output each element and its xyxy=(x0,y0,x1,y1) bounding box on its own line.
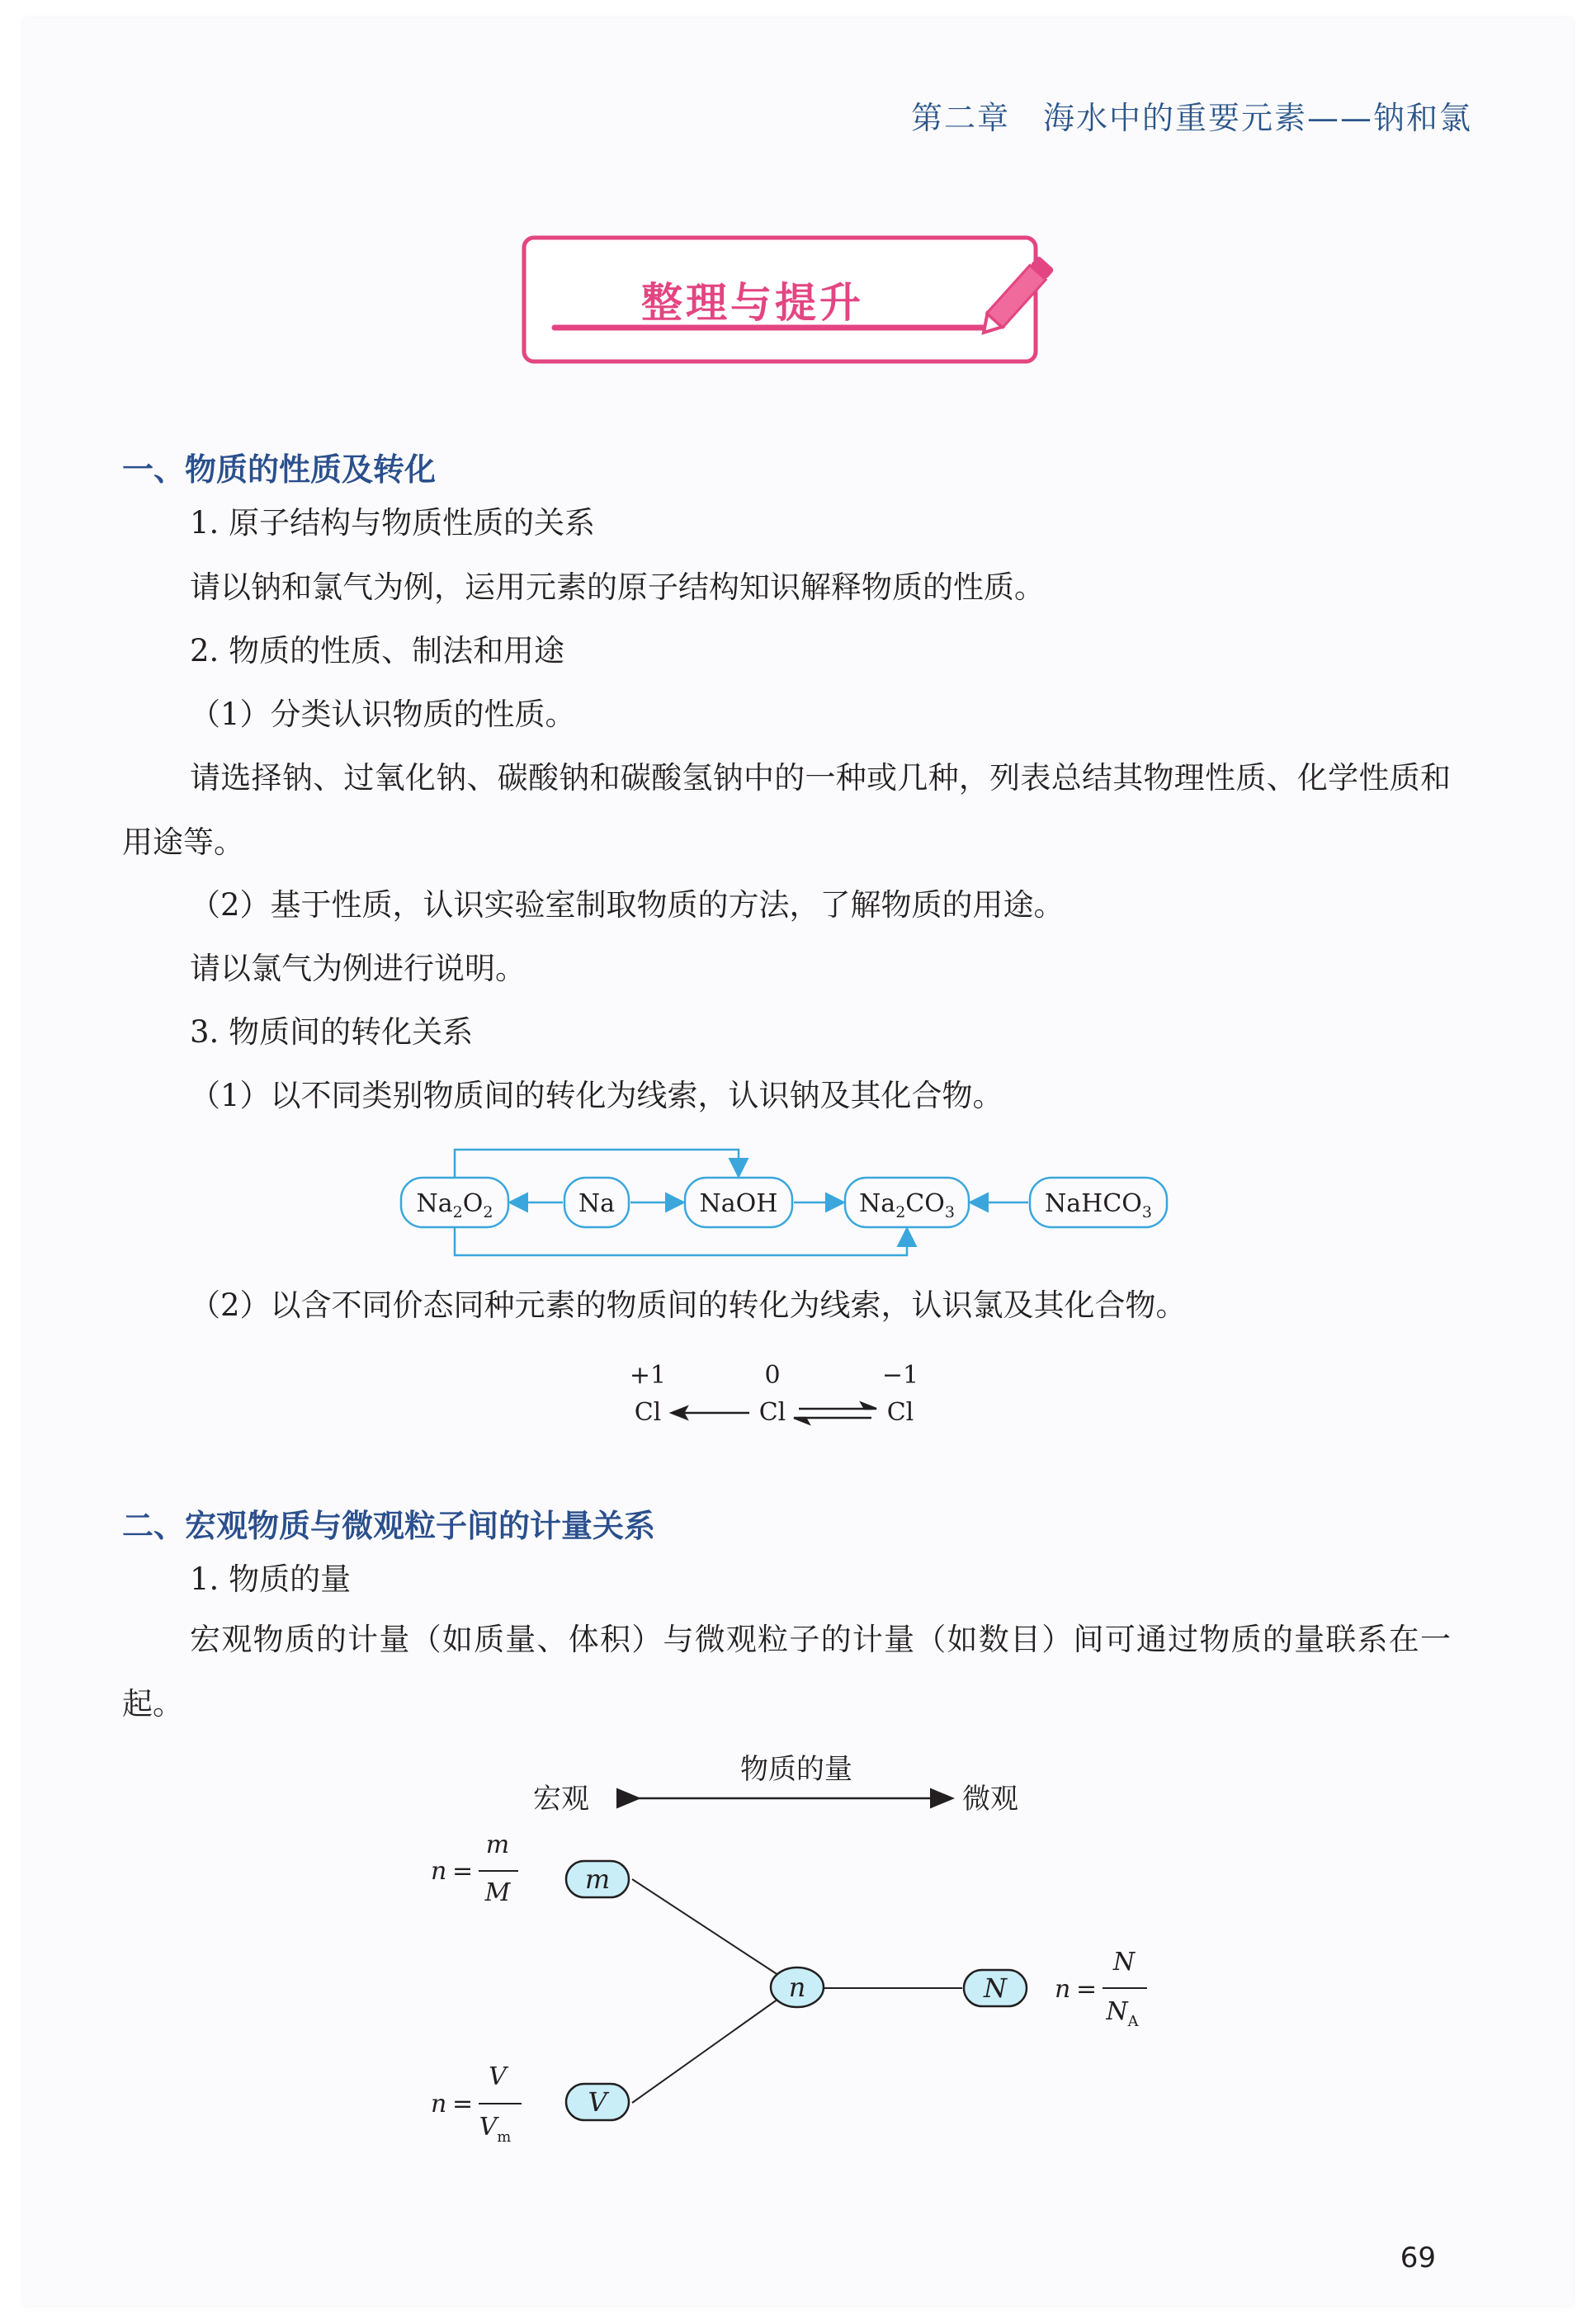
item-2: （2）基于性质，认识实验室制取物质的方法，了解物质的用途。 xyxy=(190,887,1065,923)
n-node-label: n xyxy=(788,1972,806,2003)
na-label: Na xyxy=(578,1189,616,1218)
formula-n-N-NA xyxy=(1055,1948,1147,2030)
m-node-label: m xyxy=(584,1863,611,1895)
paragraph: 请选择钠、过氧化钠、碳酸钠和碳酸氢钠中的一种或几种，列表总结其物理性质、化学性质和用途等。 xyxy=(122,760,1451,860)
section-heading-1: 一、物质的性质及转化 xyxy=(122,451,437,488)
banner-title: 整理与提升 xyxy=(641,279,864,327)
denominator: M xyxy=(484,1878,511,1907)
paragraph: 宏观物质的计量（如质量、体积）与微观粒子的计量（如数目）间可通过物质的量联系在一起。 xyxy=(122,1622,1451,1722)
na2co3-label: $Na_2CO_3$ xyxy=(859,1189,955,1221)
chapter-title: 海水中的重要元素——钠和氯 xyxy=(1042,100,1472,136)
arrow-na2o2-naoh xyxy=(455,1150,739,1178)
valence-plus1: +1 xyxy=(629,1361,667,1390)
arrowhead xyxy=(794,1418,809,1424)
numerator: V xyxy=(489,2062,507,2091)
connector-v-n xyxy=(632,1997,781,2103)
numerator: m xyxy=(485,1830,510,1859)
denominator: $N_A$ xyxy=(1106,1997,1139,2030)
paragraph: 请以钠和氯气为例，运用元素的原子结构知识解释物质的性质。 xyxy=(190,569,1045,605)
denominator: $V_m$ xyxy=(479,2113,512,2146)
na2o2-label: $Na_2O_2$ xyxy=(416,1189,493,1221)
section-banner xyxy=(522,235,1058,367)
formula-n: n xyxy=(431,1857,447,1886)
cl-label: Cl xyxy=(758,1398,786,1427)
chlorine-valence-diagram xyxy=(611,1353,941,1444)
N-node-label: N xyxy=(984,1972,1007,2004)
cl-label: Cl xyxy=(886,1398,914,1427)
sodium-conversion-diagram xyxy=(388,1143,1180,1267)
V-node-label: V xyxy=(588,2086,607,2118)
naoh-label: NaOH xyxy=(699,1189,778,1218)
connector-m-n xyxy=(632,1879,781,1977)
micro-label: 微观 xyxy=(962,1783,1018,1816)
formula-n: n xyxy=(431,2090,447,2119)
formula-n-m-M xyxy=(431,1830,518,1907)
section-heading-2: 二、宏观物质与微观粒子间的计量关系 xyxy=(122,1508,656,1544)
formula-n: n xyxy=(1055,1975,1071,2004)
formula-n-V-Vm xyxy=(431,2062,522,2146)
item-2: （2）以含不同价态同种元素的物质间的转化为线索，认识氯及其化合物。 xyxy=(190,1287,1187,1323)
page-number: 69 xyxy=(1400,2241,1436,2274)
mole-relationship-diagram xyxy=(413,1745,1197,2158)
valence-zero: 0 xyxy=(764,1361,781,1390)
subheading-1-3: 3. 物质间的转化关系 xyxy=(190,1014,474,1050)
arrow-na2o2-na2co3 xyxy=(455,1227,907,1255)
paragraph: 请以氯气为例进行说明。 xyxy=(190,951,526,986)
subheading-2-1: 1. 物质的量 xyxy=(190,1561,352,1597)
subheading-1-1: 1. 原子结构与物质性质的关系 xyxy=(190,505,596,541)
amount-of-substance-label: 物质的量 xyxy=(740,1753,852,1786)
formula-eq: = xyxy=(452,2090,474,2119)
subheading-1-2: 2. 物质的性质、制法和用途 xyxy=(190,633,565,668)
numerator: N xyxy=(1112,1948,1136,1977)
running-header xyxy=(911,92,1472,138)
chapter-number: 第二章 xyxy=(910,100,1010,136)
item-1: （1）以不同类别物质间的转化为线索，认识钠及其化合物。 xyxy=(190,1078,1003,1113)
nahco3-label: NaHCO$_3$ xyxy=(1045,1189,1152,1221)
formula-eq: = xyxy=(452,1857,474,1886)
valence-minus1: −1 xyxy=(881,1361,919,1390)
macro-label: 宏观 xyxy=(533,1783,589,1816)
arrowhead xyxy=(672,1407,687,1419)
arrowhead xyxy=(862,1403,876,1409)
formula-eq: = xyxy=(1076,1975,1098,2004)
cl-label: Cl xyxy=(634,1398,662,1427)
item-1: （1）分类认识物质的性质。 xyxy=(190,697,576,732)
